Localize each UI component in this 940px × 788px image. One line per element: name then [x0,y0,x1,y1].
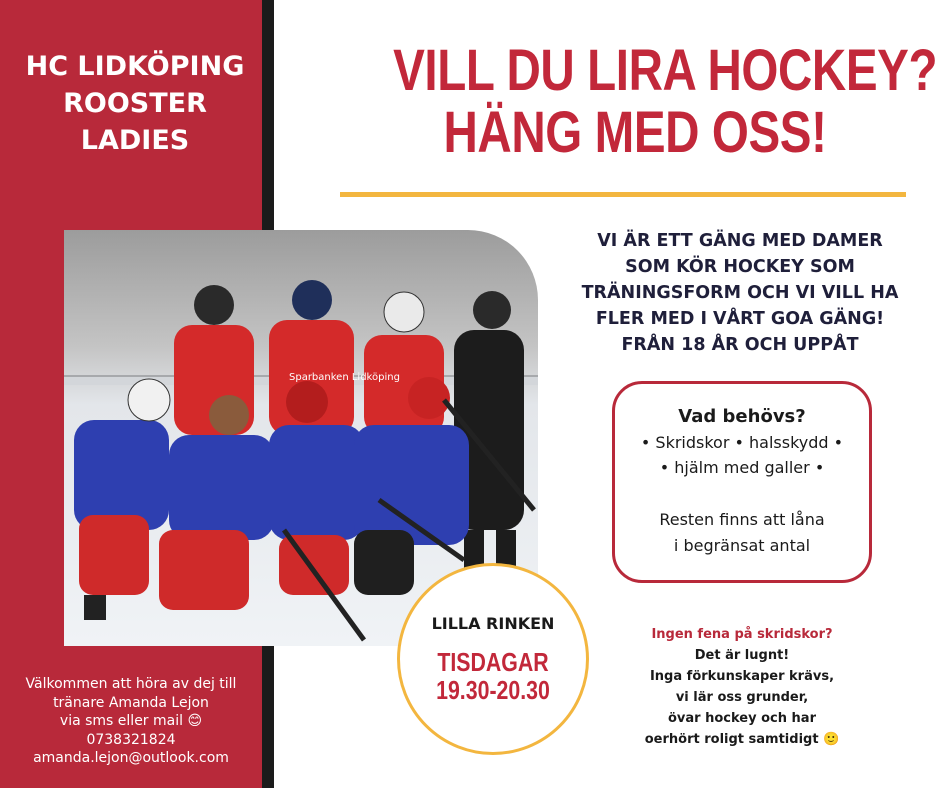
equipment-box [612,381,872,583]
player-front-1 [74,379,170,620]
headline-line-1: VILL DU LIRA HOCKEY? [393,38,938,103]
beginner-line: övar hockey och har [668,711,816,726]
intro-text [560,228,920,358]
headline [340,38,938,165]
beginner-line: oerhört roligt samtidigt 🙂 [644,732,840,747]
intro-line: VI ÄR ETT GÄNG MED DAMER [597,231,883,251]
jersey-sponsor-text: Sparbanken Lidköping [289,372,400,383]
contact-line: Välkommen att höra av dej till [25,676,237,692]
club-name-line: ROOSTER [63,88,207,119]
equipment-line: • Skridskor • halsskydd • [640,433,844,452]
contact-phone[interactable]: 0738321824 [86,731,176,748]
equipment-title: Vad behövs? [678,406,806,427]
equipment-rest-line: Resten finns att låna [659,510,825,529]
beginner-question: Ingen fena på skridskor? [651,627,833,642]
beginner-line: Inga förkunskaper krävs, [649,669,835,684]
rink-time: 19.30-20.30 [436,675,550,705]
gold-divider [340,192,906,197]
rink-schedule-badge [397,563,589,755]
contact-line: tränare Amanda Lejon [53,694,209,711]
intro-line: TRÄNINGSFORM OCH VI VILL HA [581,283,899,303]
rink-day: TISDAGAR [437,647,549,677]
headline-line-2: HÄNG MED OSS! [443,100,827,165]
contact-email[interactable]: amanda.lejon@outlook.com [33,750,229,766]
intro-line: SOM KÖR HOCKEY SOM [625,257,855,277]
contact-line: via sms eller mail 😊 [59,713,203,729]
club-name [10,48,260,159]
beginner-line: vi lär oss grunder, [675,690,809,705]
beginner-info [622,624,862,750]
rink-label: LILLA RINKEN [431,614,555,633]
equipment-line: • hjälm med galler • [659,458,825,477]
equipment-rest-line: i begränsat antal [673,536,811,555]
club-name-line: HC LIDKÖPING [25,51,245,82]
club-name-line: LADIES [80,125,190,156]
equipment-rest [615,507,869,559]
intro-line: FLER MED I VÅRT GOA GÄNG! [595,309,885,329]
player-front-2 [159,395,274,610]
beginner-line: Det är lugnt! [694,648,790,663]
intro-line: FRÅN 18 ÅR OCH UPPÅT [621,335,859,355]
contact-info [0,675,262,768]
